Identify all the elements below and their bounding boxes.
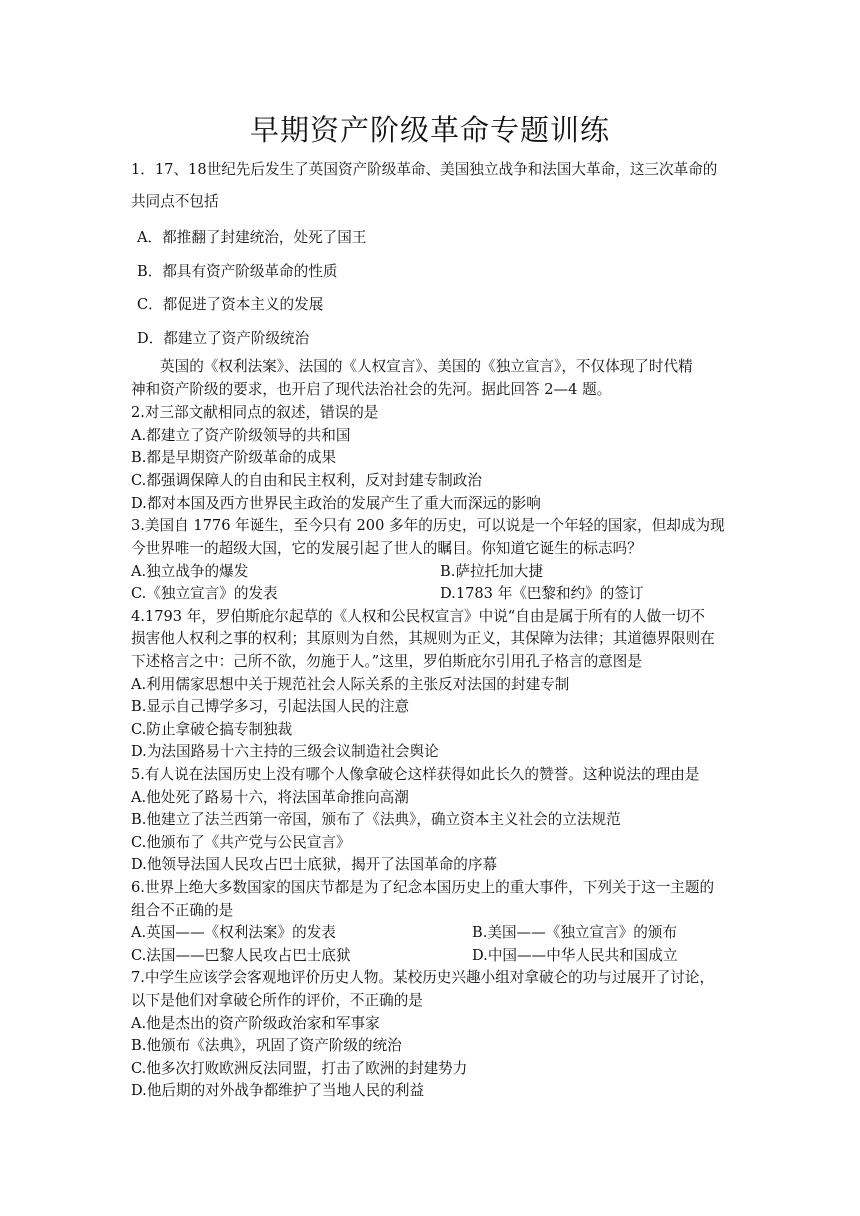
q2-option-c: C.都强调保障人的自由和民主权利，反对封建专制政治 <box>131 472 482 489</box>
q5-option-b: B.他建立了法兰西第一帝国，颁布了《法典》，确立资本主义社会的立法规范 <box>131 811 621 828</box>
q1-stem-line-2: 共同点不包括 <box>131 193 219 210</box>
q5-option-c: C.他颁布了《共产党与公民宣言》 <box>131 834 351 851</box>
q7-option-a: A.他是杰出的资产阶级政治家和军事家 <box>131 1015 380 1032</box>
intro-line-1: 英国的《权利法案》、法国的《人权宣言》、美国的《独立宣言》，不仅体现了时代精 <box>160 358 693 375</box>
q5-stem: 5.有人说在法国历史上没有哪个人像拿破仑这样获得如此长久的赞誉。这种说法的理由是 <box>131 766 700 783</box>
q3-option-a: A.独立战争的爆发 <box>131 563 249 580</box>
q2-option-b: B.都是早期资产阶级革命的成果 <box>131 449 337 466</box>
q6-option-c: C.法国——巴黎人民攻占巴士底狱 <box>131 947 351 964</box>
q6-option-d: D.中国——中华人民共和国成立 <box>472 947 678 964</box>
q7-option-d: D.他后期的对外战争都维护了当地人民的利益 <box>131 1082 425 1099</box>
q3-stem-line-2: 今世界唯一的超级大国，它的发展引起了世人的瞩目。你知道它诞生的标志吗？ <box>131 540 642 557</box>
q4-option-d: D.为法国路易十六主持的三级会议制造社会舆论 <box>131 743 439 760</box>
q6-stem-line-2: 组合不正确的是 <box>131 902 234 919</box>
q4-stem-line-3: 下述格言之中：己所不欲，勿施于人。”这里，罗伯斯庇尔引用孔子格言的意图是 <box>131 653 642 670</box>
q5-option-a: A.他处死了路易十六，将法国革命推向高潮 <box>131 789 409 806</box>
q3-option-b: B.萨拉托加大捷 <box>440 563 543 580</box>
q1-stem-line-1: 1．17、18世纪先后发生了英国资产阶级革命、美国独立战争和法国大革命，这三次革命的 <box>131 161 718 178</box>
q4-stem-line-2: 损害他人权利之事的权利；其原则为自然，其规则为正义，其保障为法律；其道德界限则在 <box>131 630 715 647</box>
q2-stem: 2.对三部文献相同点的叙述，错误的是 <box>131 404 379 421</box>
document-title: 早期资产阶级革命专题训练 <box>249 113 610 147</box>
q1-option-c: C．都促进了资本主义的发展 <box>137 296 324 313</box>
q7-option-b: B.他颁布《法典》，巩固了资产阶级的统治 <box>131 1037 402 1054</box>
q2-option-d: D.都对本国及西方世界民主政治的发展产生了重大而深远的影响 <box>131 495 541 512</box>
q5-option-d: D.他领导法国人民攻占巴士底狱，揭开了法国革命的序幕 <box>131 856 498 873</box>
q1-option-b: B．都具有资产阶级革命的性质 <box>137 263 338 280</box>
q6-option-a: A.英国——《权利法案》的发表 <box>131 924 336 941</box>
q1-option-a: A．都推翻了封建统治，处死了国王 <box>137 229 367 246</box>
q7-stem-line-2: 以下是他们对拿破仑所作的评价，不正确的是 <box>131 992 423 1009</box>
q1-option-d: D．都建立了资产阶级统治 <box>137 330 310 347</box>
q4-stem-line-1: 4.1793 年，罗伯斯庇尔起草的《人权和公民权宣言》中说“自由是属于所有的人做一切不 <box>131 608 705 625</box>
q6-option-b: B.美国——《独立宣言》的颁布 <box>472 924 678 941</box>
intro-line-2: 神和资产阶级的要求，也开启了现代法治社会的先河。据此回答 2—4 题。 <box>131 381 612 398</box>
q7-stem-line-1: 7.中学生应该学会客观地评价历史人物。某校历史兴趣小组对拿破仑的功与过展开了讨论， <box>131 969 715 986</box>
q4-option-c: C.防止拿破仑搞专制独裁 <box>131 721 293 738</box>
q4-option-a: A.利用儒家思想中关于规范社会人际关系的主张反对法国的封建专制 <box>131 676 570 693</box>
q6-stem-line-1: 6.世界上绝大多数国家的国庆节都是为了纪念本国历史上的重大事件，下列关于这一主题的 <box>131 879 715 896</box>
q3-option-c: C.《独立宣言》的发表 <box>131 585 278 602</box>
q4-option-b: B.显示自己博学多习，引起法国人民的注意 <box>131 698 410 715</box>
q7-option-c: C.他多次打败欧洲反法同盟，打击了欧洲的封建势力 <box>131 1060 468 1077</box>
q3-stem-line-1: 3.美国自 1776 年诞生，至今只有 200 多年的历史，可以说是一个年轻的国家，但却成为现 <box>131 517 725 534</box>
q2-option-a: A.都建立了资产阶级领导的共和国 <box>131 427 351 444</box>
q3-option-d: D.1783 年《巴黎和约》的签订 <box>440 585 644 602</box>
